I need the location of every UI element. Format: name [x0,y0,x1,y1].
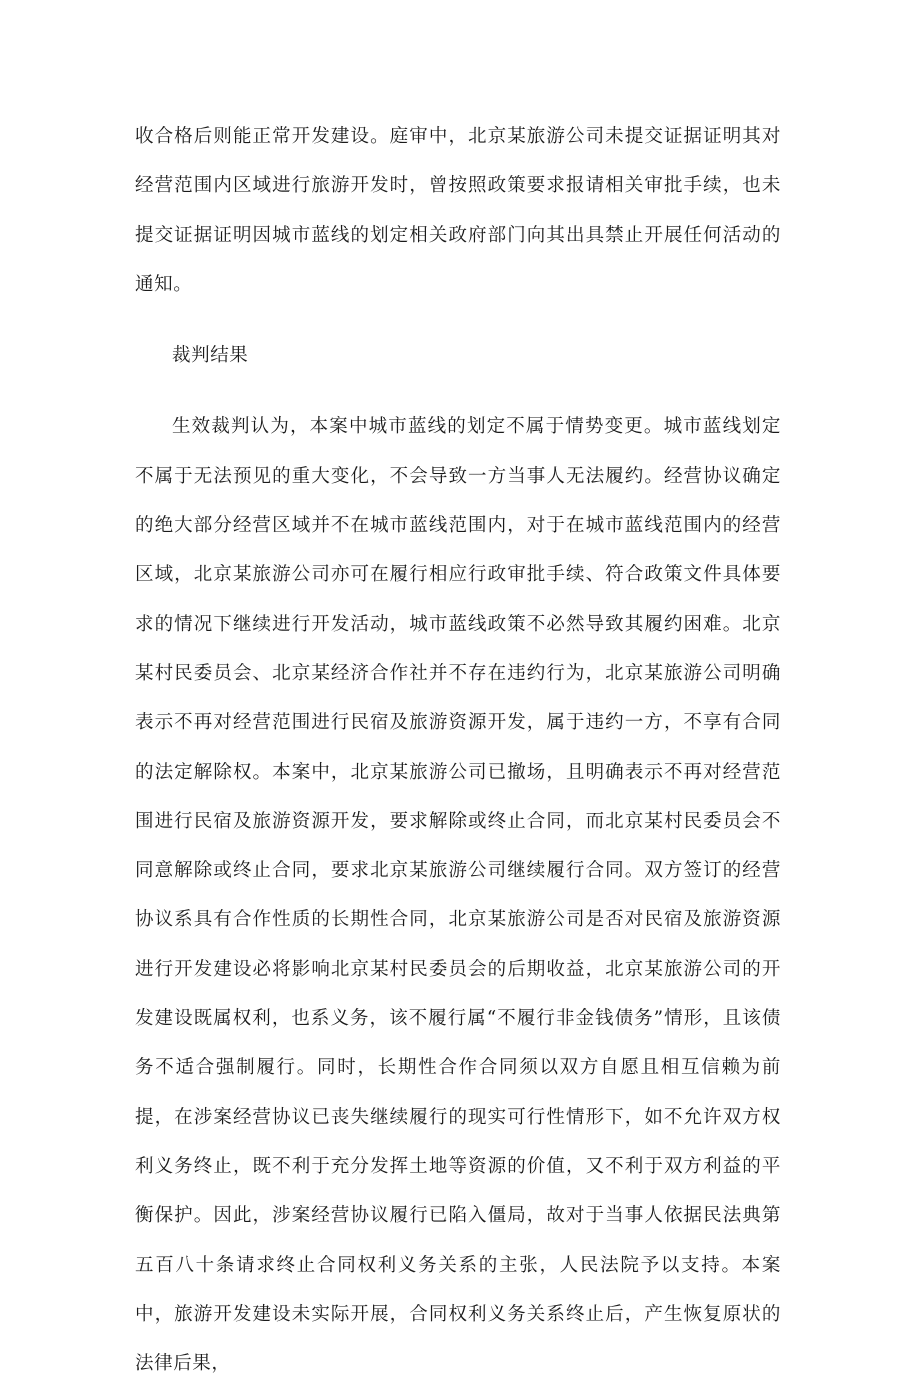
paragraph-continued: 收合格后则能正常开发建设。庭审中，北京某旅游公司未提交证据证明其对经营范围内区域进行旅游开发时，曾按照政策要求报请相关审批手续，也未提交证据证明因城市蓝线的划定相关政府部门向其出具禁止开展任何活动的通知。 [135,126,781,295]
section-heading: 裁判结果 [172,345,249,367]
paragraph-ruling: 生效裁判认为，本案中城市蓝线的划定不属于情势变更。城市蓝线划定不属于无法预见的重大变化，不会导致一方当事人无法履约。经营协议确定的绝大部分经营区域并不在城市蓝线范围内，对于在城市蓝线范围内的经营区域，北京某旅游公司亦可在履行相应行政审批手续、符合政策文件具体要求的情况下继续进行开发活动，城市蓝线政策不必然导致其履约困难。北京某村民委员会、北京某经济合作社并不存在违约行为，北京某旅游公司明确表示不再对经营范围进行民宿及旅游资源开发，属于违约一方，不享有合同的法定解除权。本案中，北京某旅游公司已撤场，且明确表示不再对经营范围进行民宿及旅游资源开发，要求解除或终止合同，而北京某村民委员会不同意解除或终止合同，要求北京某旅游公司继续履行合同。双方签订的经营协议系具有合作性质的长期性合同，北京某旅游公司是否对民宿及旅游资源进行开发建设必将影响北京某村民委员会的后期收益，北京某旅游公司的开发建设既属权利，也系义务，该不履行属“不履行非金钱债务”情形，且该债务不适合强制履行。同时，长期性合作合同须以双方自愿且相互信赖为前提，在涉案经营协议已丧失继续履行的现实可行性情形下，如不允许双方权利义务终止，既不利于充分发挥土地等资源的价值，又不利于双方利益的平衡保护。因此，涉案经营协议履行已陷入僵局，故对于当事人依据民法典第五百八十条请求终止合同权利义务关系的主张，人民法院予以支持。本案中，旅游开发建设未实际开展，合同权利义务关系终止后，产生恢复原状的法律后果， [135,416,781,1375]
paragraph-gap [135,309,781,331]
paragraph-gap [135,380,781,402]
document-page [135,112,781,1388]
